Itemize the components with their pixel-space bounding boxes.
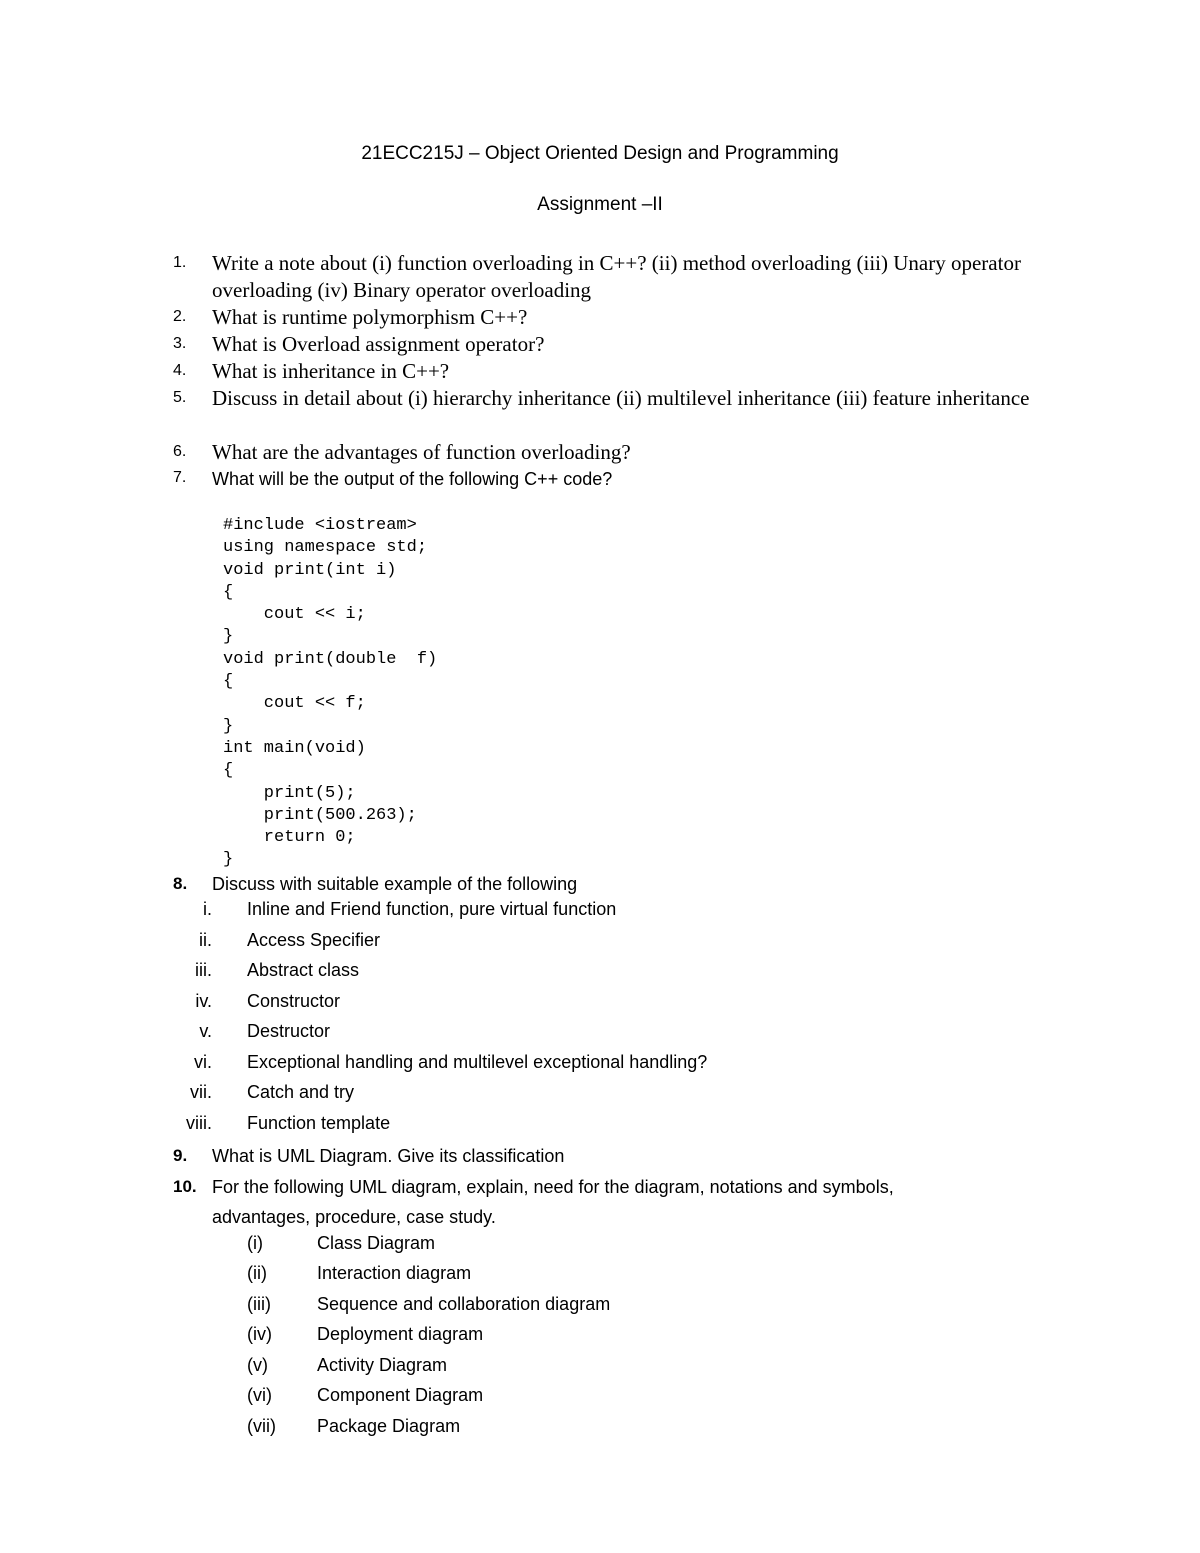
list-item [0, 960, 1200, 990]
question-number: 6. [173, 443, 187, 460]
list-item-number: (ii) [247, 1263, 267, 1283]
list-item-number: i. [203, 899, 212, 919]
list-item-number: (i) [247, 1233, 263, 1253]
question-text: Discuss with suitable example of the following [212, 874, 578, 894]
list-item-text: Destructor [247, 1021, 331, 1041]
code-snippet: #include <iostream> using namespace std; void print(int i) { cout << i; } void print(double f) { cout << f; } int main(void) { print(5); print(500.263); return 0; } [223, 516, 438, 870]
list-item [0, 899, 1200, 929]
list-item [0, 1294, 1200, 1324]
question-number: 4. [173, 362, 187, 379]
document-title: 21ECC215J – Object Oriented Design and Programming [361, 143, 839, 164]
list-item-text: Component Diagram [317, 1385, 484, 1405]
list-item-text: Access Specifier [247, 930, 381, 950]
question-number: 5. [173, 389, 187, 406]
list-item-text: Function template [247, 1113, 391, 1133]
list-item [0, 1113, 1200, 1143]
question-text: Discuss in detail about (i) hierarchy inheritance (ii) multilevel inheritance (iii) feature inheritance [212, 386, 1030, 410]
list-item-text: Interaction diagram [317, 1263, 472, 1283]
question-number: 10. [173, 1177, 197, 1196]
question-text: What will be the output of the following C++ code? [212, 469, 613, 489]
list-item [0, 1263, 1200, 1293]
question-text: Write a note about (i) function overloading in C++? (ii) method overloading (iii) Unary operator overloading (iv) Binary operator overloading [212, 251, 1021, 302]
question-text: What is inheritance in C++? [212, 359, 450, 383]
list-item [0, 1052, 1200, 1082]
question-text: What are the advantages of function overloading? [212, 440, 631, 464]
list-item-number: (vi) [247, 1385, 272, 1405]
question-text: What is runtime polymorphism C++? [212, 305, 528, 329]
list-item [0, 991, 1200, 1021]
list-item-number: v. [199, 1021, 212, 1041]
question-number: 2. [173, 308, 187, 325]
list-item [0, 1233, 1200, 1263]
list-item [0, 1082, 1200, 1112]
list-item-text: Abstract class [247, 960, 360, 980]
question-number: 8. [173, 874, 188, 893]
list-item-text: Deployment diagram [317, 1324, 484, 1344]
list-item-number: (iii) [247, 1294, 271, 1314]
question-number: 3. [173, 335, 187, 352]
question-text: What is UML Diagram. Give its classification [212, 1146, 565, 1166]
list-item [0, 1324, 1200, 1354]
list-item-number: viii. [186, 1113, 212, 1133]
document-subtitle: Assignment –II [537, 194, 663, 215]
list-item-text: Package Diagram [317, 1416, 461, 1436]
question-number: 9. [173, 1146, 188, 1165]
list-item-text: Exceptional handling and multilevel exceptional handling? [247, 1052, 708, 1072]
question-text: For the following UML diagram, explain, need for the diagram, notations and symbols, advantages, procedure, case study. [212, 1177, 894, 1227]
list-item-text: Inline and Friend function, pure virtual function [247, 899, 617, 919]
list-item-text: Sequence and collaboration diagram [317, 1294, 611, 1314]
list-item-number: ii. [199, 930, 212, 950]
list-item-text: Activity Diagram [317, 1355, 448, 1375]
list-item-number: vii. [190, 1082, 212, 1102]
list-item-text: Catch and try [247, 1082, 355, 1102]
list-item [0, 1021, 1200, 1051]
list-item [0, 1416, 1200, 1446]
question-number: 1. [173, 254, 187, 271]
list-item [0, 1385, 1200, 1415]
list-item [0, 930, 1200, 960]
list-item-number: (iv) [247, 1324, 272, 1344]
question-number: 7. [173, 469, 187, 486]
list-item-text: Constructor [247, 991, 341, 1011]
list-item-number: (vii) [247, 1416, 276, 1436]
list-item-number: (v) [247, 1355, 268, 1375]
list-item [0, 1355, 1200, 1385]
list-item-number: iv. [195, 991, 212, 1011]
question-text: What is Overload assignment operator? [212, 332, 545, 356]
list-item-text: Class Diagram [317, 1233, 436, 1253]
list-item-number: vi. [194, 1052, 212, 1072]
list-item-number: iii. [195, 960, 212, 980]
